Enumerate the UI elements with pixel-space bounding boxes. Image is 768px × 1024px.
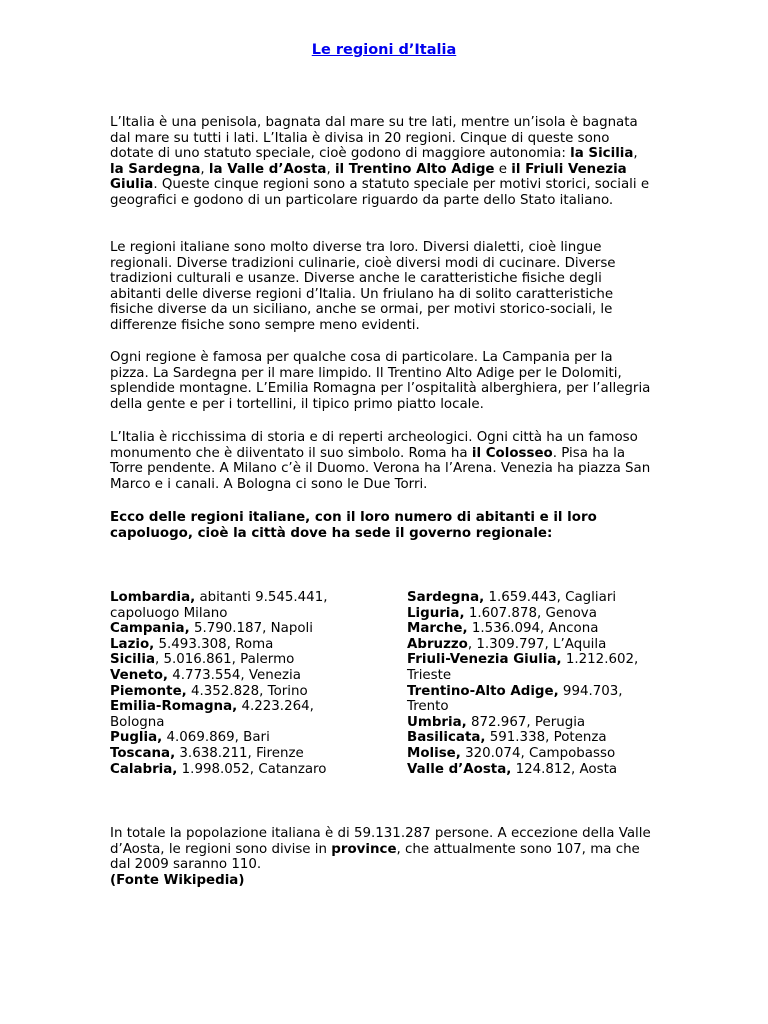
list-item: Trentino-Alto Adige, 994.703, Trento — [407, 683, 623, 715]
regions-list-left — [110, 590, 370, 777]
list-item: Piemonte, 4.352.828, Torino — [110, 683, 308, 699]
monuments-paragraph: L’Italia è ricchissima di storia e di reperti archeologici. Ogni città ha un famoso monumento che è diiventato il suo simbolo. Roma ha il Colosseo. Pisa ha la Torre pendente. A Milano c’è il Duomo. Verona ha l’Arena. Venezia ha piazza San Marco e i canali. A Bologna ci sono le Due Torri. — [110, 430, 651, 492]
list-item: Sicilia, 5.016.861, Palermo — [110, 652, 295, 668]
regions-list-right — [407, 590, 667, 777]
list-item: Puglia, 4.069.869, Bari — [110, 730, 270, 746]
page-title[interactable]: Le regioni d’Italia — [311, 42, 457, 58]
list-item: Marche, 1.536.094, Ancona — [407, 621, 599, 637]
list-item: Emilia-Romagna, 4.223.264, Bologna — [110, 699, 314, 730]
list-item: Campania, 5.790.187, Napoli — [110, 621, 313, 637]
list-item: Lombardia, abitanti 9.545.441, capoluogo Milano — [110, 590, 328, 621]
list-item: Valle d’Aosta, 124.812, Aosta — [407, 761, 618, 777]
source-note: (Fonte Wikipedia) — [110, 872, 245, 888]
list-item: Toscana, 3.638.211, Firenze — [110, 745, 304, 761]
conclusion-paragraph: In totale la popolazione italiana è di 59.131.287 persone. A eccezione della Valle d’Aosta, le regioni sono divise in province, che attualmente sono 107, ma che dal 2009 saranno 110. (Fonte Wikipedia) — [110, 826, 651, 888]
list-item: Liguria, 1.607.878, Genova — [407, 605, 597, 621]
list-item: Friuli-Venezia Giulia, 1.212.602, Trieste — [407, 652, 639, 683]
list-item: Calabria, 1.998.052, Catanzaro — [110, 761, 327, 777]
regions-intro-paragraph: Ecco delle regioni italiane, con il loro numero di abitanti e il loro capoluogo, cioè la città dove ha sede il governo regionale: — [110, 510, 597, 541]
intro-paragraph: L’Italia è una penisola, bagnata dal mare su tre lati, mentre un’isola è bagnata dal mare su tutti i lati. L’Italia è divisa in 20 regioni. Cinque di queste sono dotate di uno statuto speciale, cioè godono di maggiore autonomia: la Sicilia, la Sardegna, la Valle d’Aosta, il Trentino Alto Adige e il Friuli Venezia Giulia. Queste cinque regioni sono a statuto speciale per motivi storici, sociali e geografici e godono di un particolare riguardo da parte dello Stato italiano. — [110, 115, 650, 208]
list-item: Abruzzo, 1.309.797, L’Aquila — [407, 636, 607, 652]
list-item: Lazio, 5.493.308, Roma — [110, 636, 274, 652]
list-item: Sardegna, 1.659.443, Cagliari — [407, 590, 617, 605]
list-item: Basilicata, 591.338, Potenza — [407, 730, 607, 746]
list-item: Umbria, 872.967, Perugia — [407, 714, 586, 730]
famous-for-paragraph: Ogni regione è famosa per qualche cosa di particolare. La Campania per la pizza. La Sardegna per il mare limpido. Il Trentino Alto Adige per le Dolomiti, splendide montagne. L’Emilia Romagna per l’ospitalità alberghiera, per l’allegria della gente e per i tortellini, il tipico primo piatto locale. — [110, 350, 651, 412]
differences-paragraph: Le regioni italiane sono molto diverse tra loro. Diversi dialetti, cioè lingue regionali. Diverse tradizioni culinarie, cioè diversi modi di cucinare. Diverse tradizioni culturali e usanze. Diverse anche le caratteristiche fisiche degli abitanti delle diverse regioni d’Italia. Un friulano ha di solito caratteristiche fisiche diverse da un siciliano, anche se ormai, per motivi storico-sociali, le differenze fisiche sono sempre meno evidenti. — [110, 240, 616, 333]
list-item: Molise, 320.074, Campobasso — [407, 745, 616, 761]
list-item: Veneto, 4.773.554, Venezia — [110, 667, 301, 683]
